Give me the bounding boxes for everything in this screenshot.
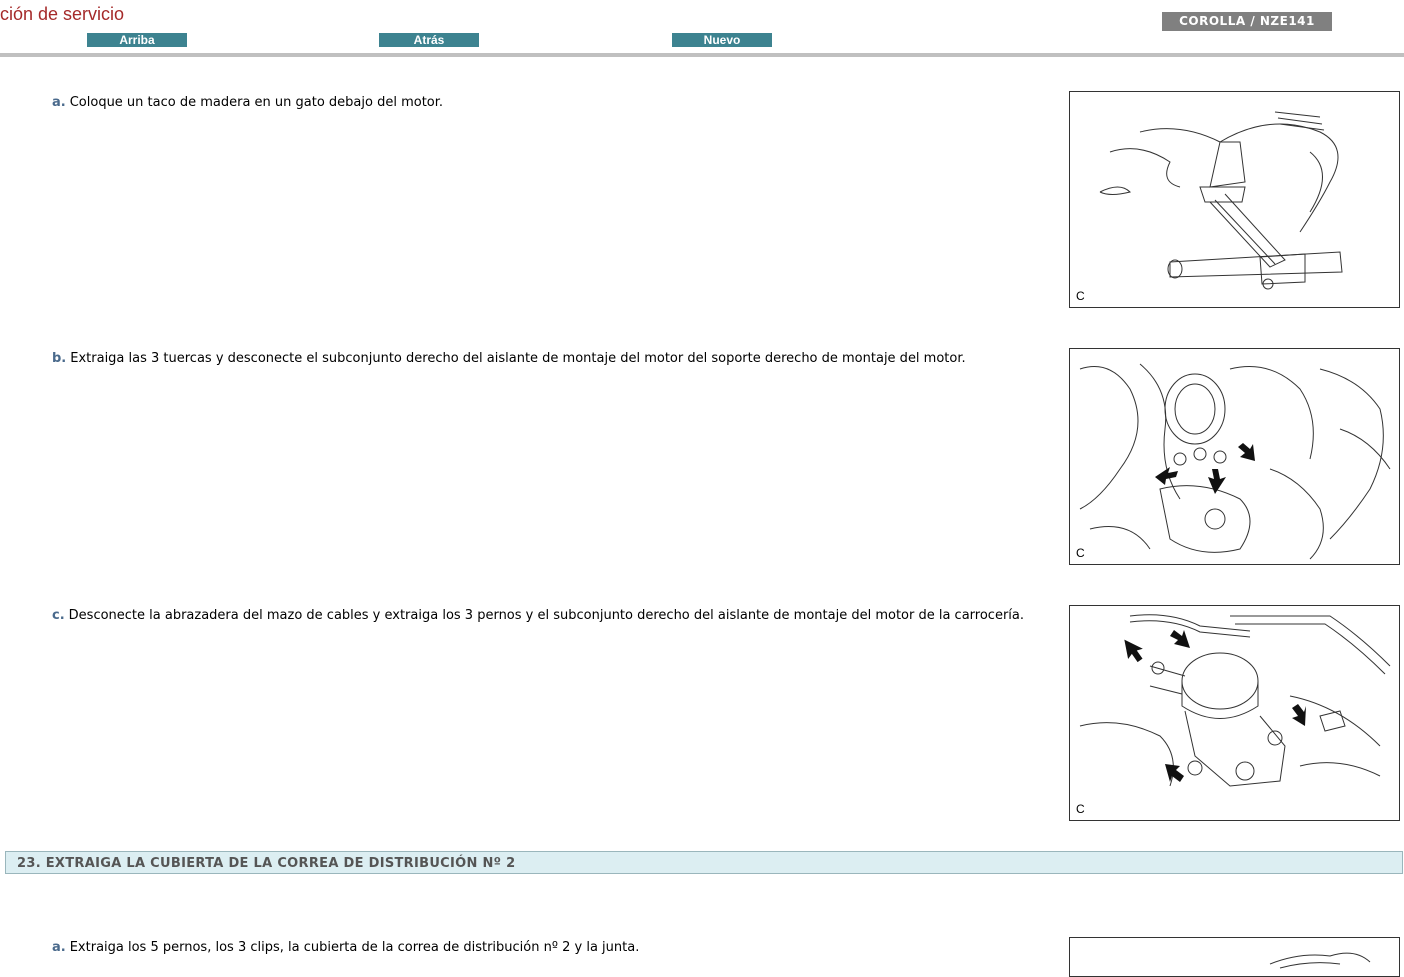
step-text: Desconecte la abrazadera del mazo de cables y extraiga los 3 pernos y el subconjunto derecho del aislante de montaje del motor de la carrocería. (68, 608, 1025, 623)
jack-illustration (1070, 92, 1400, 308)
page-title: ción de servicio (0, 4, 125, 24)
figure-jack (1069, 91, 1400, 308)
header-divider (0, 53, 1404, 57)
header (0, 0, 1404, 56)
figure-nuts (1069, 348, 1400, 565)
new-button[interactable]: Nuevo (672, 33, 772, 47)
section-step-a (52, 940, 639, 955)
mount-illustration (1070, 606, 1400, 821)
figure-label: C (1076, 802, 1085, 816)
step-letter: b. (52, 351, 67, 366)
step-a (52, 95, 443, 110)
step-text: Coloque un taco de madera en un gato debajo del motor. (69, 95, 444, 110)
figure-mount (1069, 605, 1400, 821)
step-text: Extraiga las 3 tuercas y desconecte el subconjunto derecho del aislante de montaje del motor del soporte derecho de montaje del motor. (70, 351, 966, 366)
step-c (52, 608, 1024, 623)
back-button[interactable]: Atrás (379, 33, 479, 47)
model-badge: COROLLA / NZE141 (1162, 12, 1332, 31)
section-title: 23. EXTRAIGA LA CUBIERTA DE LA CORREA DE DISTRIBUCIÓN Nº 2 (17, 856, 516, 871)
step-letter: a. (52, 95, 66, 110)
figure-label: C (1076, 289, 1085, 303)
step-letter: c. (52, 608, 65, 623)
cover-illustration (1070, 938, 1400, 977)
step-text: Extraiga los 5 pernos, los 3 clips, la cubierta de la correa de distribución nº 2 y la junta. (69, 940, 640, 955)
figure-label: C (1076, 546, 1085, 560)
up-button[interactable]: Arriba (87, 33, 187, 47)
figure-cover-partial (1069, 937, 1400, 977)
step-b (52, 351, 966, 366)
step-letter: a. (52, 940, 66, 955)
section-header (5, 851, 1403, 874)
nuts-illustration (1070, 349, 1400, 565)
